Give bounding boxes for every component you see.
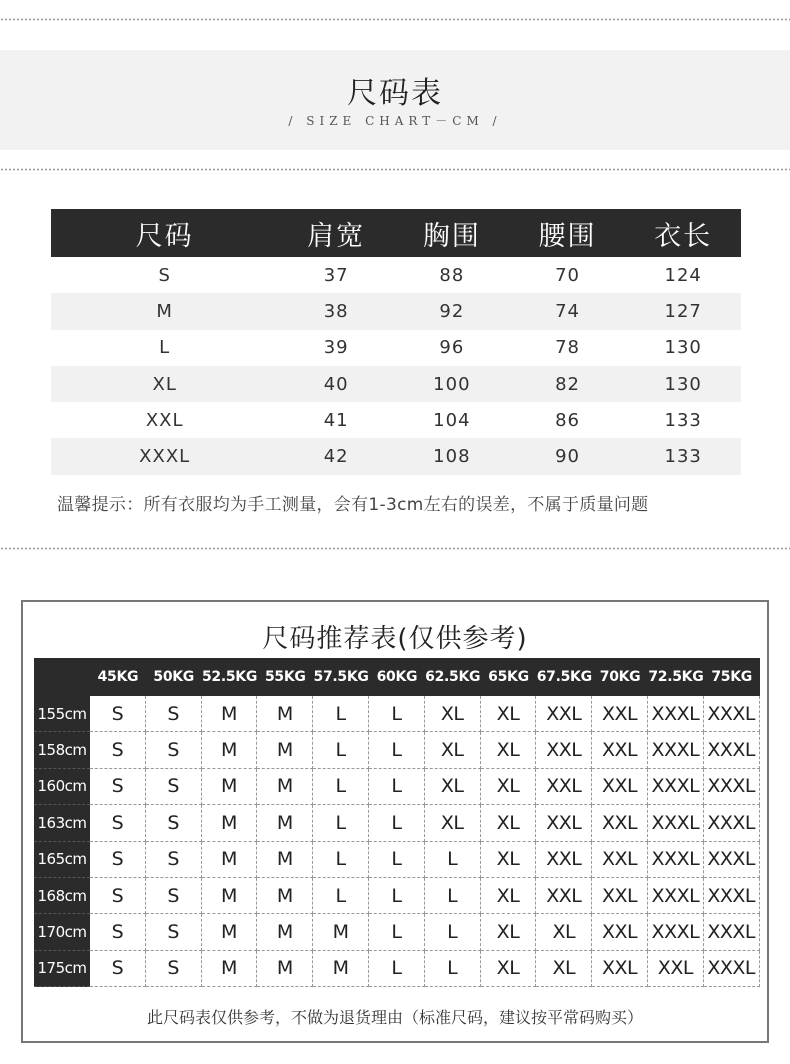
recommended-size-cell: XL [536, 914, 592, 950]
height-header-cell: 158cm [34, 732, 90, 768]
weight-header-cell: 60KG [376, 669, 418, 685]
size-chart-cell: 38 [323, 300, 349, 322]
recommended-size-cell: XL [425, 769, 481, 805]
recommended-size-cell: S [146, 732, 202, 768]
recommended-size-cell: S [90, 951, 146, 987]
recommended-size-cell: M [202, 732, 258, 768]
weight-header-cell: 62.5KG [425, 669, 481, 685]
size-chart-cell: M [156, 300, 173, 322]
divider-dotted [0, 547, 790, 550]
size-chart-cell: S [158, 264, 171, 286]
size-chart-cell: XL [152, 373, 177, 395]
size-chart-cell: 130 [664, 373, 702, 395]
recommendation-row [34, 696, 760, 732]
recommended-size-cell: S [90, 696, 146, 732]
divider-dotted [0, 168, 790, 171]
weight-header-cell: 65KG [488, 669, 529, 685]
recommended-size-cell: L [425, 878, 481, 914]
recommendation-header [34, 658, 760, 696]
size-chart-cell: 42 [323, 446, 349, 468]
recommended-size-cell: S [146, 878, 202, 914]
size-chart-cell: 104 [433, 409, 471, 431]
recommended-size-cell: XXXL [704, 696, 760, 732]
weight-header-cell: 52.5KG [201, 669, 258, 685]
weight-header-cell: 50KG [153, 669, 194, 685]
size-chart-cell: XXXL [139, 446, 191, 468]
weight-header-cell: 55KG [264, 669, 306, 685]
recommended-size-cell: XXL [592, 914, 648, 950]
recommended-size-cell: L [369, 805, 425, 841]
size-chart-cell: 86 [555, 409, 580, 431]
size-chart-header [51, 209, 741, 257]
recommended-size-cell: XXXL [648, 878, 704, 914]
height-header-cell: 175cm [34, 951, 90, 987]
size-recommendation-panel [21, 600, 769, 1043]
recommended-size-cell: XXL [592, 696, 648, 732]
recommended-size-cell: XXXL [648, 732, 704, 768]
recommended-size-cell: L [369, 951, 425, 987]
recommended-size-cell: XL [425, 805, 481, 841]
recommended-size-cell: M [257, 951, 313, 987]
recommended-size-cell: XL [481, 805, 537, 841]
recommended-size-cell: M [257, 769, 313, 805]
weight-header-cell: 72.5KG [648, 669, 704, 685]
size-chart-cell: XXL [145, 409, 184, 431]
recommended-size-cell: XXL [648, 951, 704, 987]
recommended-size-cell: M [202, 842, 258, 878]
recommended-size-cell: L [313, 805, 369, 841]
recommended-size-cell: S [90, 914, 146, 950]
recommended-size-cell: M [313, 914, 369, 950]
recommended-size-cell: S [90, 805, 146, 841]
recommended-size-cell: S [90, 732, 146, 768]
size-chart-cell: 108 [433, 446, 471, 468]
recommended-size-cell: XXL [592, 951, 648, 987]
recommended-size-cell: XXL [536, 878, 592, 914]
height-header-cell: 168cm [34, 878, 90, 914]
recommendation-title: 尺码推荐表(仅供参考) [262, 624, 528, 654]
recommended-size-cell: XXL [592, 732, 648, 768]
size-chart-cell: 96 [439, 337, 465, 359]
size-chart-row [51, 438, 741, 474]
recommended-size-cell: XL [481, 878, 537, 914]
recommended-size-cell: M [257, 732, 313, 768]
height-header-cell: 163cm [34, 805, 90, 841]
size-chart-cell: 82 [555, 373, 580, 395]
height-header-cell: 155cm [34, 696, 90, 732]
recommended-size-cell: XXL [536, 696, 592, 732]
recommendation-row [34, 732, 760, 768]
size-chart-cell: 127 [664, 300, 702, 322]
recommended-size-cell: XXL [536, 769, 592, 805]
recommended-size-cell: L [313, 696, 369, 732]
recommended-size-cell: XXXL [704, 732, 760, 768]
recommended-size-cell: M [257, 842, 313, 878]
weight-header-cell: 75KG [711, 669, 752, 685]
recommendation-row [34, 769, 760, 805]
size-chart-cell: 133 [664, 446, 702, 468]
recommended-size-cell: XL [481, 696, 537, 732]
recommended-size-cell: L [369, 769, 425, 805]
recommended-size-cell: M [257, 914, 313, 950]
height-header-cell: 170cm [34, 914, 90, 950]
recommended-size-cell: XXL [536, 805, 592, 841]
recommended-size-cell: M [202, 914, 258, 950]
recommended-size-cell: S [146, 696, 202, 732]
recommended-size-cell: XXL [592, 805, 648, 841]
recommended-size-cell: XL [481, 769, 537, 805]
recommendation-table [34, 658, 760, 987]
recommended-size-cell: XXXL [704, 878, 760, 914]
recommended-size-cell: XXL [592, 842, 648, 878]
size-chart-header-cell: 胸围 [422, 220, 481, 252]
recommended-size-cell: M [257, 696, 313, 732]
recommended-size-cell: L [369, 842, 425, 878]
recommended-size-cell: S [146, 769, 202, 805]
recommended-size-cell: XXL [536, 842, 592, 878]
recommended-size-cell: L [313, 769, 369, 805]
size-chart-cell: 41 [323, 409, 349, 431]
recommended-size-cell: XL [481, 732, 537, 768]
recommended-size-cell: S [90, 878, 146, 914]
size-chart-row [51, 330, 741, 366]
recommended-size-cell: L [425, 842, 481, 878]
size-chart-row [51, 366, 741, 402]
size-chart-cell: 37 [323, 264, 349, 286]
size-chart-cell: 100 [433, 373, 471, 395]
recommended-size-cell: M [202, 878, 258, 914]
recommendation-row [34, 914, 760, 950]
size-chart-row [51, 293, 741, 329]
recommendation-row [34, 842, 760, 878]
recommended-size-cell: L [313, 842, 369, 878]
recommended-size-cell: L [313, 732, 369, 768]
recommended-size-cell: L [369, 696, 425, 732]
size-chart-cell: 90 [555, 446, 580, 468]
recommended-size-cell: XXXL [648, 805, 704, 841]
page-title: 尺码表 [347, 76, 443, 111]
size-chart-header-cell: 肩宽 [307, 220, 366, 252]
size-chart-header-cell: 衣长 [654, 220, 713, 252]
recommended-size-cell: M [202, 696, 258, 732]
title-banner [0, 50, 790, 150]
recommended-size-cell: XXXL [648, 769, 704, 805]
recommendation-row [34, 805, 760, 841]
size-chart-row [51, 402, 741, 438]
recommended-size-cell: L [369, 914, 425, 950]
recommended-size-cell: M [257, 878, 313, 914]
recommended-size-cell: M [202, 769, 258, 805]
recommended-size-cell: XXXL [704, 769, 760, 805]
size-chart-header-cell: 腰围 [538, 220, 597, 252]
page-subtitle: / SIZE CHART－CM / [288, 114, 502, 128]
recommendation-row [34, 878, 760, 914]
size-chart-cell: 70 [555, 264, 580, 286]
recommended-size-cell: M [202, 951, 258, 987]
recommended-size-cell: S [90, 842, 146, 878]
recommended-size-cell: S [146, 842, 202, 878]
size-chart-cell: 133 [664, 409, 702, 431]
size-chart-cell: 74 [555, 300, 580, 322]
recommended-size-cell: S [146, 951, 202, 987]
recommendation-row [34, 951, 760, 987]
recommended-size-cell: M [257, 805, 313, 841]
size-chart-table [51, 209, 741, 475]
recommended-size-cell: XL [481, 914, 537, 950]
height-header-cell: 160cm [34, 769, 90, 805]
weight-header-cell: 70KG [599, 669, 641, 685]
measurement-note: 温馨提示：所有衣服均为手工测量，会有1-3cm左右的误差，不属于质量问题 [57, 495, 649, 515]
recommended-size-cell: XXXL [648, 914, 704, 950]
weight-header-cell: 45KG [97, 669, 139, 685]
recommended-size-cell: S [90, 769, 146, 805]
recommended-size-cell: L [369, 732, 425, 768]
recommended-size-cell: L [425, 914, 481, 950]
height-header-cell: 165cm [34, 842, 90, 878]
recommended-size-cell: L [369, 878, 425, 914]
recommended-size-cell: XXXL [704, 951, 760, 987]
size-chart-cell: 124 [664, 264, 702, 286]
recommended-size-cell: XL [425, 732, 481, 768]
recommended-size-cell: S [146, 914, 202, 950]
divider-dotted-top [0, 18, 790, 21]
size-chart-cell: 39 [323, 337, 349, 359]
recommended-size-cell: S [146, 805, 202, 841]
recommended-size-cell: XL [425, 696, 481, 732]
weight-header-cell: 57.5KG [313, 669, 369, 685]
recommended-size-cell: L [425, 951, 481, 987]
recommended-size-cell: L [313, 878, 369, 914]
size-chart-row [51, 257, 741, 293]
size-chart-cell: 40 [323, 373, 349, 395]
recommended-size-cell: M [313, 951, 369, 987]
recommended-size-cell: XXL [536, 732, 592, 768]
recommended-size-cell: XXL [592, 878, 648, 914]
recommendation-disclaimer: 此尺码表仅供参考，不做为退货理由（标准尺码，建议按平常码购买） [146, 1008, 643, 1027]
recommended-size-cell: XXXL [648, 842, 704, 878]
recommended-size-cell: XXXL [648, 696, 704, 732]
weight-header-cell: 67.5KG [536, 669, 592, 685]
recommended-size-cell: XXL [592, 769, 648, 805]
size-chart-cell: 88 [439, 264, 465, 286]
recommended-size-cell: XL [536, 951, 592, 987]
recommended-size-cell: XL [481, 951, 537, 987]
recommended-size-cell: XL [481, 842, 537, 878]
size-chart-cell: 78 [555, 337, 580, 359]
recommended-size-cell: M [202, 805, 258, 841]
size-chart-header-cell: 尺码 [135, 220, 194, 252]
recommended-size-cell: XXXL [704, 842, 760, 878]
recommended-size-cell: XXXL [704, 914, 760, 950]
recommended-size-cell: XXXL [704, 805, 760, 841]
size-chart-cell: L [159, 337, 171, 359]
size-chart-cell: 130 [664, 337, 702, 359]
size-chart-cell: 92 [439, 300, 465, 322]
